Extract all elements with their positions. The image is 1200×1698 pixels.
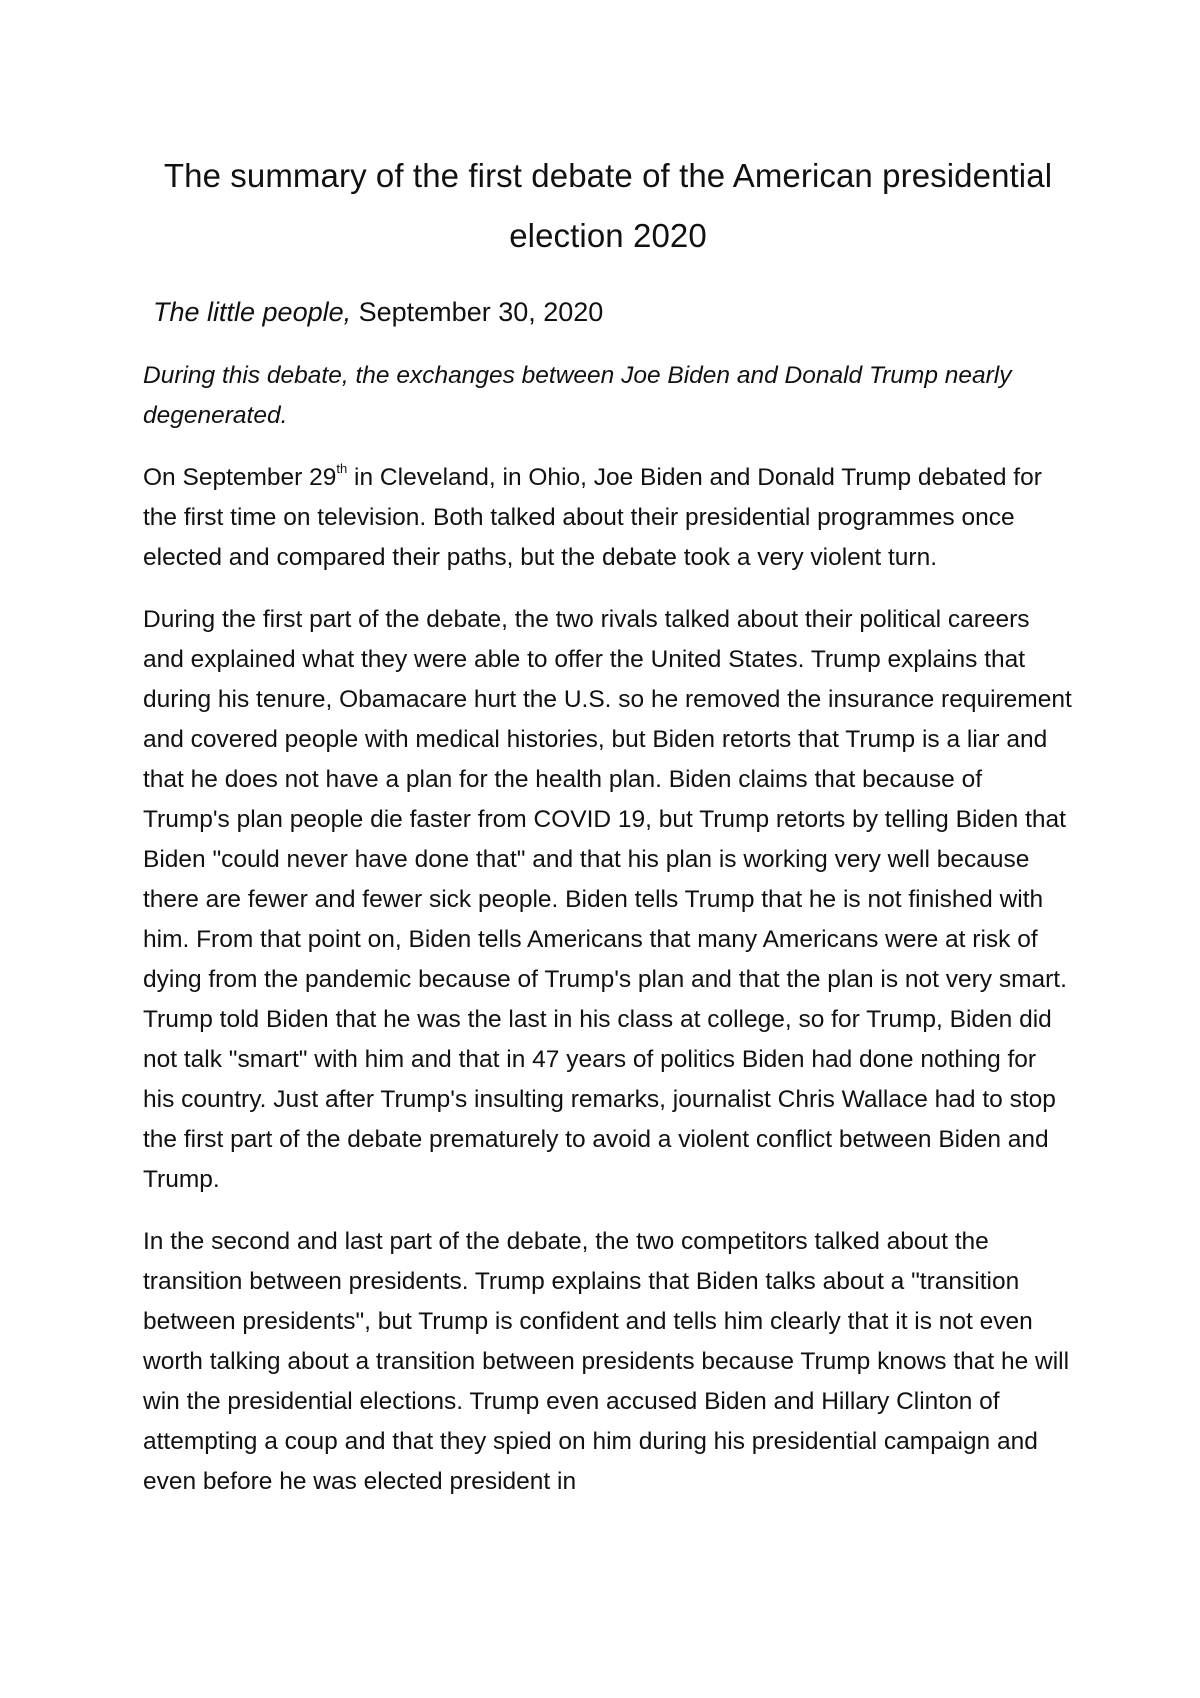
byline bbox=[153, 294, 1073, 330]
page-title: The summary of the first debate of the American presidential election 2020 bbox=[163, 157, 1053, 254]
publication-date: September 30, 2020 bbox=[351, 297, 604, 327]
paragraph-1-rest: in Cleveland, in Ohio, Joe Biden and Donald Trump debated for the first time on television. Both talked about their presidential programmes once elected and compared their paths, but the debate took a very violent turn. bbox=[143, 464, 1042, 571]
ordinal-suffix: th bbox=[336, 460, 348, 476]
document-body bbox=[143, 146, 1073, 1502]
paragraph-2: During the first part of the debate, the two rivals talked about their political careers and explained what they were able to offer the United States. Trump explains that during his tenure, Obamacare hurt the U.S. so he removed the insurance requirement and covered people with medical histories, but Biden retorts that Trump is a liar and that he does not have a plan for the health plan. Biden claims that because of Trump's plan people die faster from COVID 19, but Trump retorts by telling Biden that Biden "could never have done that" and that his plan is working very well because there are fewer and fewer sick people. Biden tells Trump that he is not finished with him. From that point on, Biden tells Americans that many Americans were at risk of dying from the pandemic because of Trump's plan and that the plan is not very smart. Trump told Biden that he was the last in his class at college, so for Trump, Biden did not talk "smart" with him and that in 47 years of politics Biden had done nothing for his country. Just after Trump's insulting remarks, journalist Chris Wallace had to stop the first part of the debate prematurely to avoid a violent conflict between Biden and Trump. bbox=[143, 606, 1072, 1193]
paragraph-3: In the second and last part of the debate, the two competitors talked about the transition between presidents. Trump explains that Biden talks about a "transition between presidents", but Trump is confident and tells him clearly that it is not even worth talking about a transition between presidents because Trump knows that he will win the presidential elections. Trump even accused Biden and Hillary Clinton of attempting a coup and that they spied on him during his presidential campaign and even before he was elected president in bbox=[143, 1228, 1070, 1495]
publication-name: The little people, bbox=[153, 297, 352, 327]
lede-paragraph: During this debate, the exchanges between Joe Biden and Donald Trump nearly degenerated. bbox=[143, 362, 1012, 429]
paragraph-1 bbox=[143, 458, 1073, 578]
paragraph-1-start: On September 29 bbox=[143, 464, 337, 491]
